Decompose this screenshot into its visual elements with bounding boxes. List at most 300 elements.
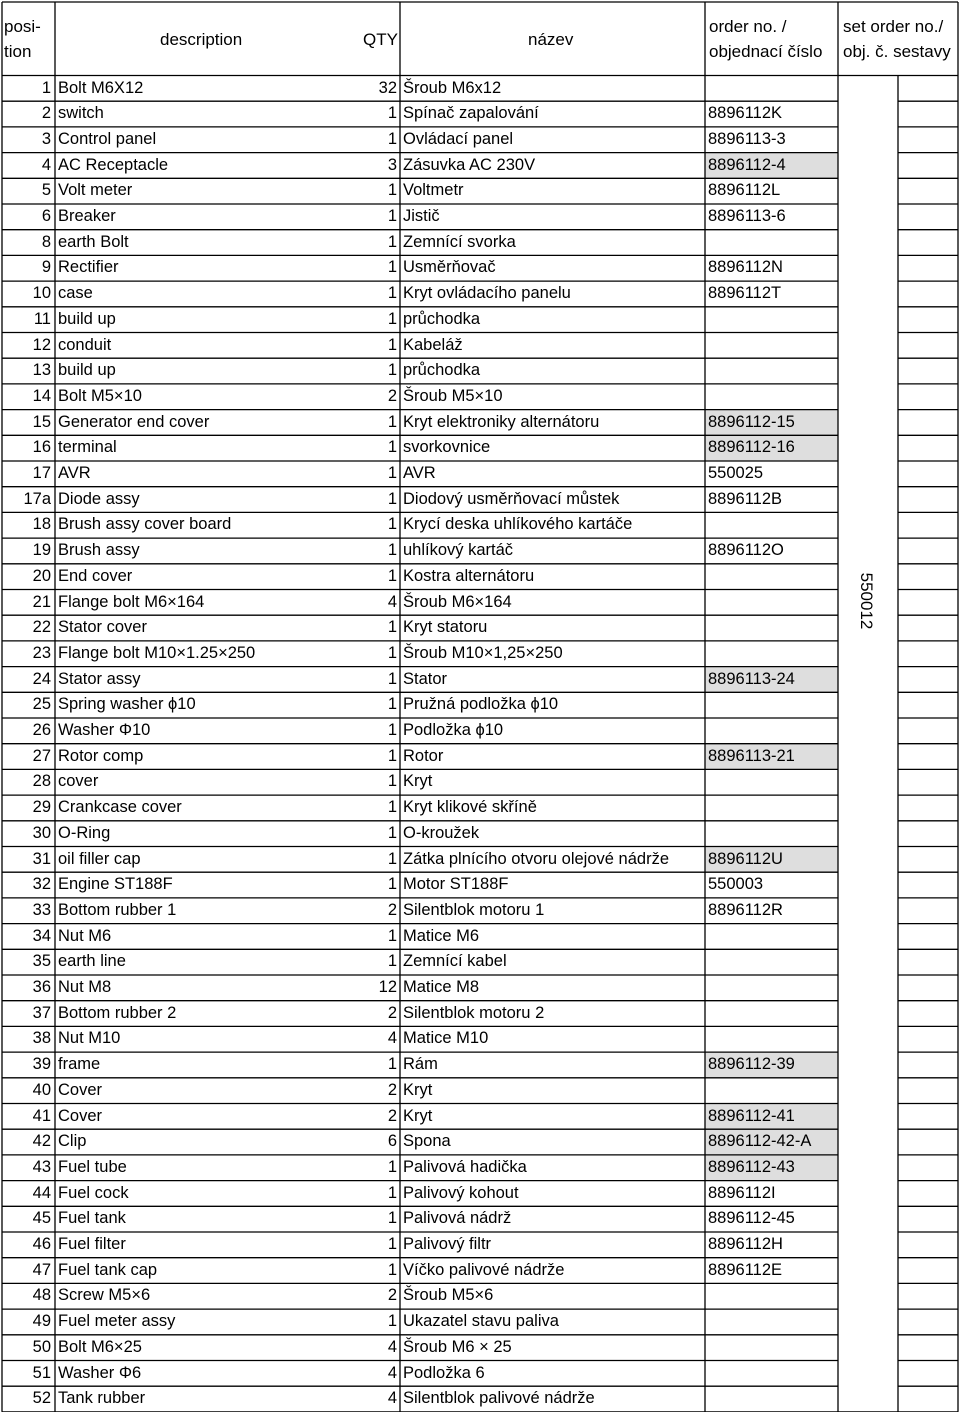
cell-description: frame bbox=[58, 1055, 101, 1074]
cell-order-number bbox=[708, 1026, 836, 1052]
cell-nazev: Stator bbox=[403, 669, 448, 688]
cell-position: 9 bbox=[41, 258, 51, 277]
cell-order-number bbox=[708, 230, 836, 256]
table-row bbox=[0, 615, 960, 641]
header-order-line-1: order no. / bbox=[709, 17, 787, 36]
cell-description: O-Ring bbox=[58, 823, 111, 842]
cell-position: 5 bbox=[41, 181, 51, 200]
table-row bbox=[0, 1232, 960, 1258]
table-row bbox=[0, 821, 960, 847]
cell-qty: 1 bbox=[387, 309, 397, 328]
cell-position: 15 bbox=[32, 412, 51, 431]
table-row bbox=[0, 435, 960, 461]
table-row bbox=[0, 641, 960, 667]
table-row bbox=[0, 153, 960, 179]
cell-order-number: 8896112I bbox=[708, 1183, 776, 1202]
cell-order-number: 8896112O bbox=[708, 541, 784, 560]
cell-nazev: Silentblok motoru 2 bbox=[403, 1003, 545, 1022]
cell-nazev: Víčko palivové nádrže bbox=[403, 1260, 565, 1279]
cell-qty: 1 bbox=[387, 926, 397, 945]
cell-nazev: Rotor bbox=[403, 746, 444, 765]
cell-position: 28 bbox=[32, 772, 51, 791]
cell-position: 25 bbox=[32, 695, 51, 714]
cell-order-number bbox=[708, 718, 836, 744]
cell-order-number bbox=[708, 641, 836, 667]
cell-order-number: 8896112-42-A bbox=[708, 1132, 812, 1151]
cell-description: Engine ST188F bbox=[58, 875, 173, 894]
cell-description: cover bbox=[58, 772, 99, 791]
table-row bbox=[0, 1001, 960, 1027]
cell-qty: 1 bbox=[387, 618, 397, 637]
cell-description: conduit bbox=[58, 335, 112, 354]
cell-description: Nut M10 bbox=[58, 1029, 121, 1048]
cell-order-number bbox=[708, 1335, 836, 1361]
cell-description: Fuel tank cap bbox=[58, 1260, 158, 1279]
cell-order-number bbox=[708, 795, 836, 821]
cell-order-number bbox=[708, 333, 836, 359]
cell-position: 51 bbox=[32, 1363, 51, 1382]
cell-order-number bbox=[708, 769, 836, 795]
cell-nazev: Rám bbox=[403, 1055, 438, 1074]
cell-qty: 1 bbox=[387, 1183, 397, 1202]
cell-qty: 1 bbox=[387, 875, 397, 894]
cell-position: 18 bbox=[32, 515, 51, 534]
cell-description: Washer Φ6 bbox=[58, 1363, 142, 1382]
cell-position: 8 bbox=[41, 232, 51, 251]
cell-position: 33 bbox=[32, 900, 51, 919]
cell-nazev: Kryt ovládacího panelu bbox=[403, 284, 571, 303]
cell-description: Brush assy bbox=[58, 541, 140, 560]
cell-position: 26 bbox=[32, 721, 51, 739]
cell-nazev: Spona bbox=[403, 1132, 451, 1151]
cell-nazev: Kryt bbox=[403, 1080, 433, 1099]
cell-position: 14 bbox=[32, 386, 51, 405]
cell-nazev: svorkovnice bbox=[403, 438, 491, 457]
cell-order-number bbox=[708, 1001, 836, 1027]
cell-position: 36 bbox=[32, 978, 51, 996]
cell-qty: 1 bbox=[387, 721, 397, 739]
cell-nazev: Ovládací panel bbox=[403, 129, 514, 148]
table-row bbox=[0, 949, 960, 975]
cell-nazev: Kryt bbox=[403, 1106, 433, 1125]
cell-nazev: Kryt elektroniky alternátoru bbox=[403, 412, 600, 431]
cell-description: Flange bolt M6×164 bbox=[58, 592, 205, 611]
cell-qty: 1 bbox=[387, 129, 397, 148]
cell-position: 11 bbox=[33, 309, 51, 328]
table-row bbox=[0, 924, 960, 950]
cell-qty: 2 bbox=[387, 1080, 397, 1099]
cell-order-number bbox=[708, 358, 836, 384]
cell-nazev: Pružná podložka ϕ10 bbox=[403, 695, 559, 714]
cell-order-number bbox=[708, 307, 836, 333]
cell-position: 48 bbox=[32, 1286, 51, 1305]
cell-order-number bbox=[708, 76, 836, 102]
cell-nazev: Silentblok palivové nádrže bbox=[403, 1389, 595, 1408]
cell-description: Nut M8 bbox=[58, 978, 112, 996]
cell-nazev: Zemnící svorka bbox=[403, 232, 516, 251]
cell-position: 40 bbox=[32, 1080, 51, 1099]
cell-position: 24 bbox=[32, 669, 51, 688]
table-row bbox=[0, 1386, 960, 1412]
cell-order-number: 8896113-24 bbox=[708, 669, 795, 688]
table-row bbox=[0, 975, 960, 1001]
table-row bbox=[0, 358, 960, 384]
cell-qty: 3 bbox=[387, 155, 397, 174]
cell-description: Cover bbox=[58, 1080, 103, 1099]
table-row bbox=[0, 127, 960, 153]
table-row bbox=[0, 1283, 960, 1309]
cell-order-number bbox=[708, 975, 836, 1001]
cell-order-number: 8896112-4 bbox=[708, 155, 786, 174]
cell-description: Diode assy bbox=[58, 489, 140, 508]
cell-position: 13 bbox=[32, 361, 51, 380]
cell-nazev: průchodka bbox=[403, 309, 481, 328]
cell-nazev: Kryt bbox=[403, 772, 433, 791]
header-position-line-1: posi- bbox=[4, 17, 41, 36]
cell-nazev: uhlíkový kartáč bbox=[403, 541, 514, 560]
cell-description: AVR bbox=[58, 464, 91, 482]
cell-position: 10 bbox=[32, 284, 51, 303]
header-description: description bbox=[160, 30, 243, 49]
cell-qty: 1 bbox=[387, 849, 397, 868]
cell-order-number bbox=[708, 949, 836, 975]
cell-order-number: 8896112R bbox=[708, 900, 783, 919]
cell-description: switch bbox=[58, 104, 104, 123]
table-row bbox=[0, 744, 960, 770]
cell-qty: 1 bbox=[387, 412, 397, 431]
cell-position: 39 bbox=[32, 1055, 51, 1074]
cell-nazev: Šroub M6 × 25 bbox=[403, 1337, 512, 1356]
cell-position: 12 bbox=[32, 335, 51, 354]
cell-description: Screw M5×6 bbox=[58, 1286, 151, 1305]
cell-description: Fuel filter bbox=[58, 1235, 126, 1253]
cell-nazev: Kostra alternátoru bbox=[403, 566, 535, 585]
cell-nazev: Spínač zapalování bbox=[403, 104, 539, 123]
cell-nazev: Šroub M5×10 bbox=[403, 386, 503, 405]
cell-order-number: 8896112-39 bbox=[708, 1055, 795, 1074]
cell-qty: 1 bbox=[387, 823, 397, 842]
cell-position: 37 bbox=[32, 1003, 51, 1022]
cell-nazev: Šroub M5×6 bbox=[403, 1286, 494, 1305]
cell-qty: 1 bbox=[387, 952, 397, 971]
cell-nazev: Kabeláž bbox=[403, 335, 463, 354]
cell-nazev: Šroub M6×164 bbox=[403, 592, 512, 611]
cell-position: 22 bbox=[32, 618, 51, 637]
cell-description: Flange bolt M10×1.25×250 bbox=[58, 643, 256, 662]
cell-nazev: Matice M10 bbox=[403, 1029, 489, 1048]
cell-nazev: O-kroužek bbox=[403, 823, 480, 842]
table-row bbox=[0, 538, 960, 564]
cell-order-number bbox=[708, 1361, 836, 1387]
table-row bbox=[0, 1181, 960, 1207]
cell-order-number: 550003 bbox=[708, 875, 764, 894]
cell-qty: 1 bbox=[387, 1209, 397, 1228]
table-row bbox=[0, 872, 960, 898]
cell-position: 31 bbox=[32, 849, 51, 868]
cell-qty: 1 bbox=[387, 643, 397, 662]
cell-order-number bbox=[708, 1078, 836, 1104]
cell-description: Bolt M5×10 bbox=[58, 386, 142, 405]
cell-order-number: 8896112-41 bbox=[708, 1106, 795, 1125]
cell-order-number: 8896112-43 bbox=[708, 1157, 795, 1176]
cell-position: 34 bbox=[32, 926, 51, 945]
cell-qty: 1 bbox=[387, 284, 397, 303]
cell-position: 27 bbox=[32, 746, 51, 765]
table-row bbox=[0, 230, 960, 256]
cell-qty: 1 bbox=[387, 515, 397, 534]
cell-description: Cover bbox=[58, 1106, 103, 1125]
cell-qty: 4 bbox=[387, 592, 397, 611]
table-row bbox=[0, 1052, 960, 1078]
cell-description: Washer Φ10 bbox=[58, 721, 151, 739]
cell-description: Tank rubber bbox=[58, 1389, 146, 1408]
cell-nazev: Krycí deska uhlíkového kartáče bbox=[403, 515, 633, 534]
cell-description: earth line bbox=[58, 952, 126, 971]
cell-nazev: Šroub M10×1,25×250 bbox=[403, 643, 563, 662]
cell-nazev: Silentblok motoru 1 bbox=[403, 900, 545, 919]
cell-position: 6 bbox=[41, 207, 51, 225]
cell-nazev: Kryt klikové skříně bbox=[403, 798, 537, 817]
cell-position: 4 bbox=[41, 155, 51, 174]
cell-order-number: 8896112-16 bbox=[708, 438, 795, 457]
cell-order-number: 8896112U bbox=[708, 849, 783, 868]
cell-order-number bbox=[708, 821, 836, 847]
cell-nazev: Matice M8 bbox=[403, 978, 480, 996]
cell-position: 44 bbox=[32, 1183, 51, 1202]
table-row bbox=[0, 847, 960, 873]
cell-order-number: 8896112H bbox=[708, 1235, 783, 1253]
cell-description: Clip bbox=[58, 1132, 87, 1151]
cell-order-number bbox=[708, 564, 836, 590]
header-order-line-2: objednací číslo bbox=[709, 42, 823, 61]
cell-position: 2 bbox=[41, 104, 51, 123]
cell-order-number: 8896112N bbox=[708, 258, 783, 277]
cell-position: 45 bbox=[32, 1209, 51, 1228]
cell-nazev: Podložka ϕ10 bbox=[403, 721, 504, 739]
cell-nazev: Palivová hadička bbox=[403, 1157, 527, 1176]
cell-qty: 1 bbox=[387, 258, 397, 277]
cell-order-number: 8896113-6 bbox=[708, 207, 786, 225]
cell-qty: 2 bbox=[387, 1003, 397, 1022]
table-row bbox=[0, 795, 960, 821]
cell-description: Brush assy cover board bbox=[58, 515, 232, 534]
cell-position: 42 bbox=[32, 1132, 51, 1151]
cell-nazev: Zátka plnícího otvoru olejové nádrže bbox=[403, 849, 669, 868]
cell-description: AC Receptacle bbox=[58, 155, 169, 174]
table-row bbox=[0, 384, 960, 410]
table-row bbox=[0, 333, 960, 359]
cell-qty: 12 bbox=[378, 978, 397, 996]
cell-position: 17 bbox=[32, 464, 51, 482]
cell-order-number: 8896112T bbox=[708, 284, 782, 303]
cell-qty: 4 bbox=[387, 1337, 397, 1356]
cell-qty: 1 bbox=[387, 669, 397, 688]
table-row bbox=[0, 1361, 960, 1387]
cell-nazev: Palivový filtr bbox=[403, 1235, 492, 1253]
cell-description: case bbox=[58, 284, 93, 303]
table-row bbox=[0, 1206, 960, 1232]
cell-description: Bolt M6X12 bbox=[58, 78, 144, 97]
cell-qty: 6 bbox=[387, 1132, 397, 1151]
cell-position: 38 bbox=[32, 1029, 51, 1048]
cell-qty: 1 bbox=[387, 464, 397, 482]
cell-qty: 2 bbox=[387, 1106, 397, 1125]
table-row bbox=[0, 1155, 960, 1181]
table-row bbox=[0, 1335, 960, 1361]
cell-qty: 4 bbox=[387, 1363, 397, 1382]
cell-qty: 1 bbox=[387, 361, 397, 380]
cell-description: Crankcase cover bbox=[58, 798, 182, 817]
cell-description: Nut M6 bbox=[58, 926, 112, 945]
cell-order-number: 8896112K bbox=[708, 104, 783, 123]
cell-qty: 1 bbox=[387, 1235, 397, 1253]
cell-description: Generator end cover bbox=[58, 412, 210, 431]
cell-order-number bbox=[708, 692, 836, 718]
cell-order-number bbox=[708, 384, 836, 410]
cell-nazev: průchodka bbox=[403, 361, 481, 380]
cell-order-number: 8896112E bbox=[708, 1260, 783, 1279]
cell-nazev: Diodový usměrňovací můstek bbox=[403, 489, 620, 508]
cell-nazev: Podložka 6 bbox=[403, 1363, 485, 1382]
cell-description: Stator assy bbox=[58, 669, 141, 688]
cell-nazev: Usměrňovač bbox=[403, 258, 496, 277]
cell-order-number: 8896112B bbox=[708, 489, 783, 508]
table-row bbox=[0, 281, 960, 307]
table-row bbox=[0, 512, 960, 538]
cell-order-number bbox=[708, 1386, 836, 1412]
cell-position: 52 bbox=[32, 1389, 51, 1408]
cell-description: Bottom rubber 1 bbox=[58, 900, 177, 919]
table-row bbox=[0, 255, 960, 281]
header-set-order-line-1: set order no./ bbox=[843, 17, 944, 36]
cell-qty: 1 bbox=[387, 232, 397, 251]
table-row bbox=[0, 76, 960, 102]
cell-description: Fuel meter assy bbox=[58, 1312, 176, 1331]
cell-description: Fuel tank bbox=[58, 1209, 126, 1228]
cell-qty: 4 bbox=[387, 1029, 397, 1048]
cell-position: 1 bbox=[41, 78, 51, 97]
cell-qty: 32 bbox=[378, 78, 397, 97]
cell-position: 16 bbox=[32, 438, 51, 457]
cell-position: 21 bbox=[32, 592, 51, 611]
cell-description: Rectifier bbox=[58, 258, 119, 277]
cell-position: 49 bbox=[32, 1312, 51, 1331]
cell-order-number: 8896112-45 bbox=[708, 1209, 795, 1228]
cell-order-number: 8896112L bbox=[708, 181, 781, 200]
cell-description: Stator cover bbox=[58, 618, 147, 637]
cell-nazev: Motor ST188F bbox=[403, 875, 509, 894]
table-row bbox=[0, 1104, 960, 1130]
cell-qty: 1 bbox=[387, 438, 397, 457]
cell-description: Breaker bbox=[58, 207, 116, 225]
table-row bbox=[0, 1026, 960, 1052]
table-row bbox=[0, 1309, 960, 1335]
cell-nazev: Zásuvka AC 230V bbox=[403, 155, 536, 174]
cell-qty: 1 bbox=[387, 541, 397, 560]
cell-position: 23 bbox=[32, 643, 51, 662]
cell-qty: 1 bbox=[387, 566, 397, 585]
cell-nazev: AVR bbox=[403, 464, 436, 482]
cell-description: terminal bbox=[58, 438, 117, 457]
table-row bbox=[0, 692, 960, 718]
cell-order-number: 8896113-21 bbox=[708, 746, 795, 765]
cell-description: Fuel tube bbox=[58, 1157, 127, 1176]
table-row bbox=[0, 667, 960, 693]
header-position-line-2: tion bbox=[4, 42, 32, 61]
cell-position: 41 bbox=[32, 1106, 51, 1125]
table-row bbox=[0, 590, 960, 616]
cell-position: 32 bbox=[32, 875, 51, 894]
cell-description: Spring washer ϕ10 bbox=[58, 695, 196, 714]
cell-qty: 1 bbox=[387, 207, 397, 225]
table-row bbox=[0, 178, 960, 204]
cell-description: End cover bbox=[58, 566, 133, 585]
cell-qty: 1 bbox=[387, 1157, 397, 1176]
header-nazev: název bbox=[528, 30, 574, 49]
cell-qty: 1 bbox=[387, 335, 397, 354]
header-position bbox=[4, 14, 41, 64]
cell-position: 47 bbox=[32, 1260, 51, 1279]
cell-description: Bottom rubber 2 bbox=[58, 1003, 177, 1022]
cell-position: 29 bbox=[32, 798, 51, 817]
cell-position: 3 bbox=[41, 129, 51, 148]
table-row bbox=[0, 410, 960, 436]
cell-position: 50 bbox=[32, 1337, 51, 1356]
cell-qty: 1 bbox=[387, 772, 397, 791]
cell-description: build up bbox=[58, 309, 116, 328]
cell-nazev: Šroub M6x12 bbox=[403, 78, 502, 97]
cell-nazev: Jistič bbox=[403, 207, 440, 225]
cell-description: Rotor comp bbox=[58, 746, 144, 765]
cell-qty: 2 bbox=[387, 386, 397, 405]
header-order-number bbox=[709, 14, 822, 64]
cell-position: 17a bbox=[23, 489, 51, 508]
cell-description: oil filler cap bbox=[58, 849, 141, 868]
cell-nazev: Voltmetr bbox=[403, 181, 464, 200]
cell-qty: 1 bbox=[387, 746, 397, 765]
cell-order-number bbox=[708, 1309, 836, 1335]
cell-position: 20 bbox=[32, 566, 51, 585]
table-row bbox=[0, 1258, 960, 1284]
cell-qty: 1 bbox=[387, 489, 397, 508]
cell-description: Fuel cock bbox=[58, 1183, 129, 1202]
header-qty: QTY bbox=[363, 30, 398, 49]
table-row bbox=[0, 487, 960, 513]
cell-nazev: Ukazatel stavu paliva bbox=[403, 1312, 559, 1331]
cell-qty: 1 bbox=[387, 181, 397, 200]
cell-qty: 1 bbox=[387, 1260, 397, 1279]
table-row bbox=[0, 769, 960, 795]
cell-order-number: 8896112-15 bbox=[708, 412, 795, 431]
cell-position: 43 bbox=[32, 1157, 51, 1176]
cell-description: Bolt M6×25 bbox=[58, 1337, 142, 1356]
cell-description: earth Bolt bbox=[58, 232, 129, 251]
cell-order-number bbox=[708, 1283, 836, 1309]
cell-qty: 1 bbox=[387, 1312, 397, 1331]
cell-qty: 2 bbox=[387, 1286, 397, 1305]
cell-order-number: 8896113-3 bbox=[708, 129, 786, 148]
table-row bbox=[0, 461, 960, 487]
cell-description: Volt meter bbox=[58, 181, 133, 200]
table-row bbox=[0, 204, 960, 230]
cell-position: 35 bbox=[32, 952, 51, 971]
table-row bbox=[0, 1078, 960, 1104]
cell-nazev: Palivová nádrž bbox=[403, 1209, 512, 1228]
cell-order-number bbox=[708, 615, 836, 641]
table-row bbox=[0, 898, 960, 924]
cell-qty: 1 bbox=[387, 104, 397, 123]
set-number-vertical: 550012 bbox=[857, 572, 876, 630]
